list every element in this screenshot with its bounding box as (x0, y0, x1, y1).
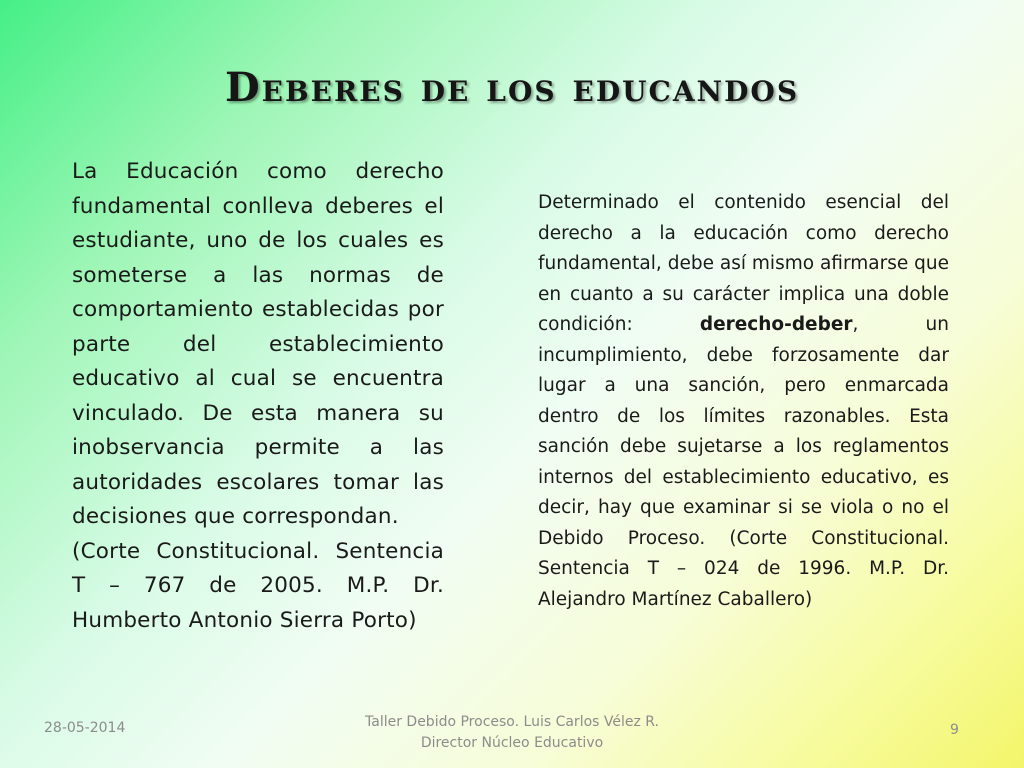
footer-author: Taller Debido Proceso. Luis Carlos Vélez R. (365, 714, 659, 730)
footer-role: Director Núcleo Educativo (420, 735, 604, 751)
footer-center (312, 712, 712, 754)
right-text-before: Determinado el contenido esencial del derecho a la educación como derecho fundamental, debe así mismo afirmarse que en cuanto a su carácter implica una doble condición: (538, 192, 949, 335)
left-text-column (72, 155, 444, 638)
footer-date: 28-05-2014 (44, 720, 126, 736)
right-text-column (538, 188, 949, 615)
left-paragraph: La Educación como derecho fundamental conlleva deberes el estudiante, uno de los cuales es someterse a las normas de comportamiento establecidas por parte del establecimiento educativo al cual se encuentra vinculado. De esta manera su inobservancia permite a las autoridades escolares tomar las decisiones que correspondan. (72, 159, 444, 529)
page-number: 9 (950, 722, 959, 738)
right-text-after: , un incumplimiento, debe forzosamente dar lugar a una sanción, pero enmarcada dentro de los límites razonables. Esta sanción debe sujetarse a los reglamentos internos del establecimiento educativo, es decir, hay que examinar si se viola o no el Debido Proceso. (Corte Constitucional. Sentencia T – 024 de 1996. M.P. Dr. Alejandro Martínez Caballero) (538, 314, 949, 610)
left-citation: (Corte Constitucional. Sentencia T – 767 de 2005. M.P. Dr. Humberto Antonio Sierra Porto) (72, 538, 444, 633)
right-bold-term: derecho-deber (699, 314, 853, 335)
right-paragraph (538, 188, 949, 615)
slide-title: Deberes de los educandos (224, 64, 800, 111)
